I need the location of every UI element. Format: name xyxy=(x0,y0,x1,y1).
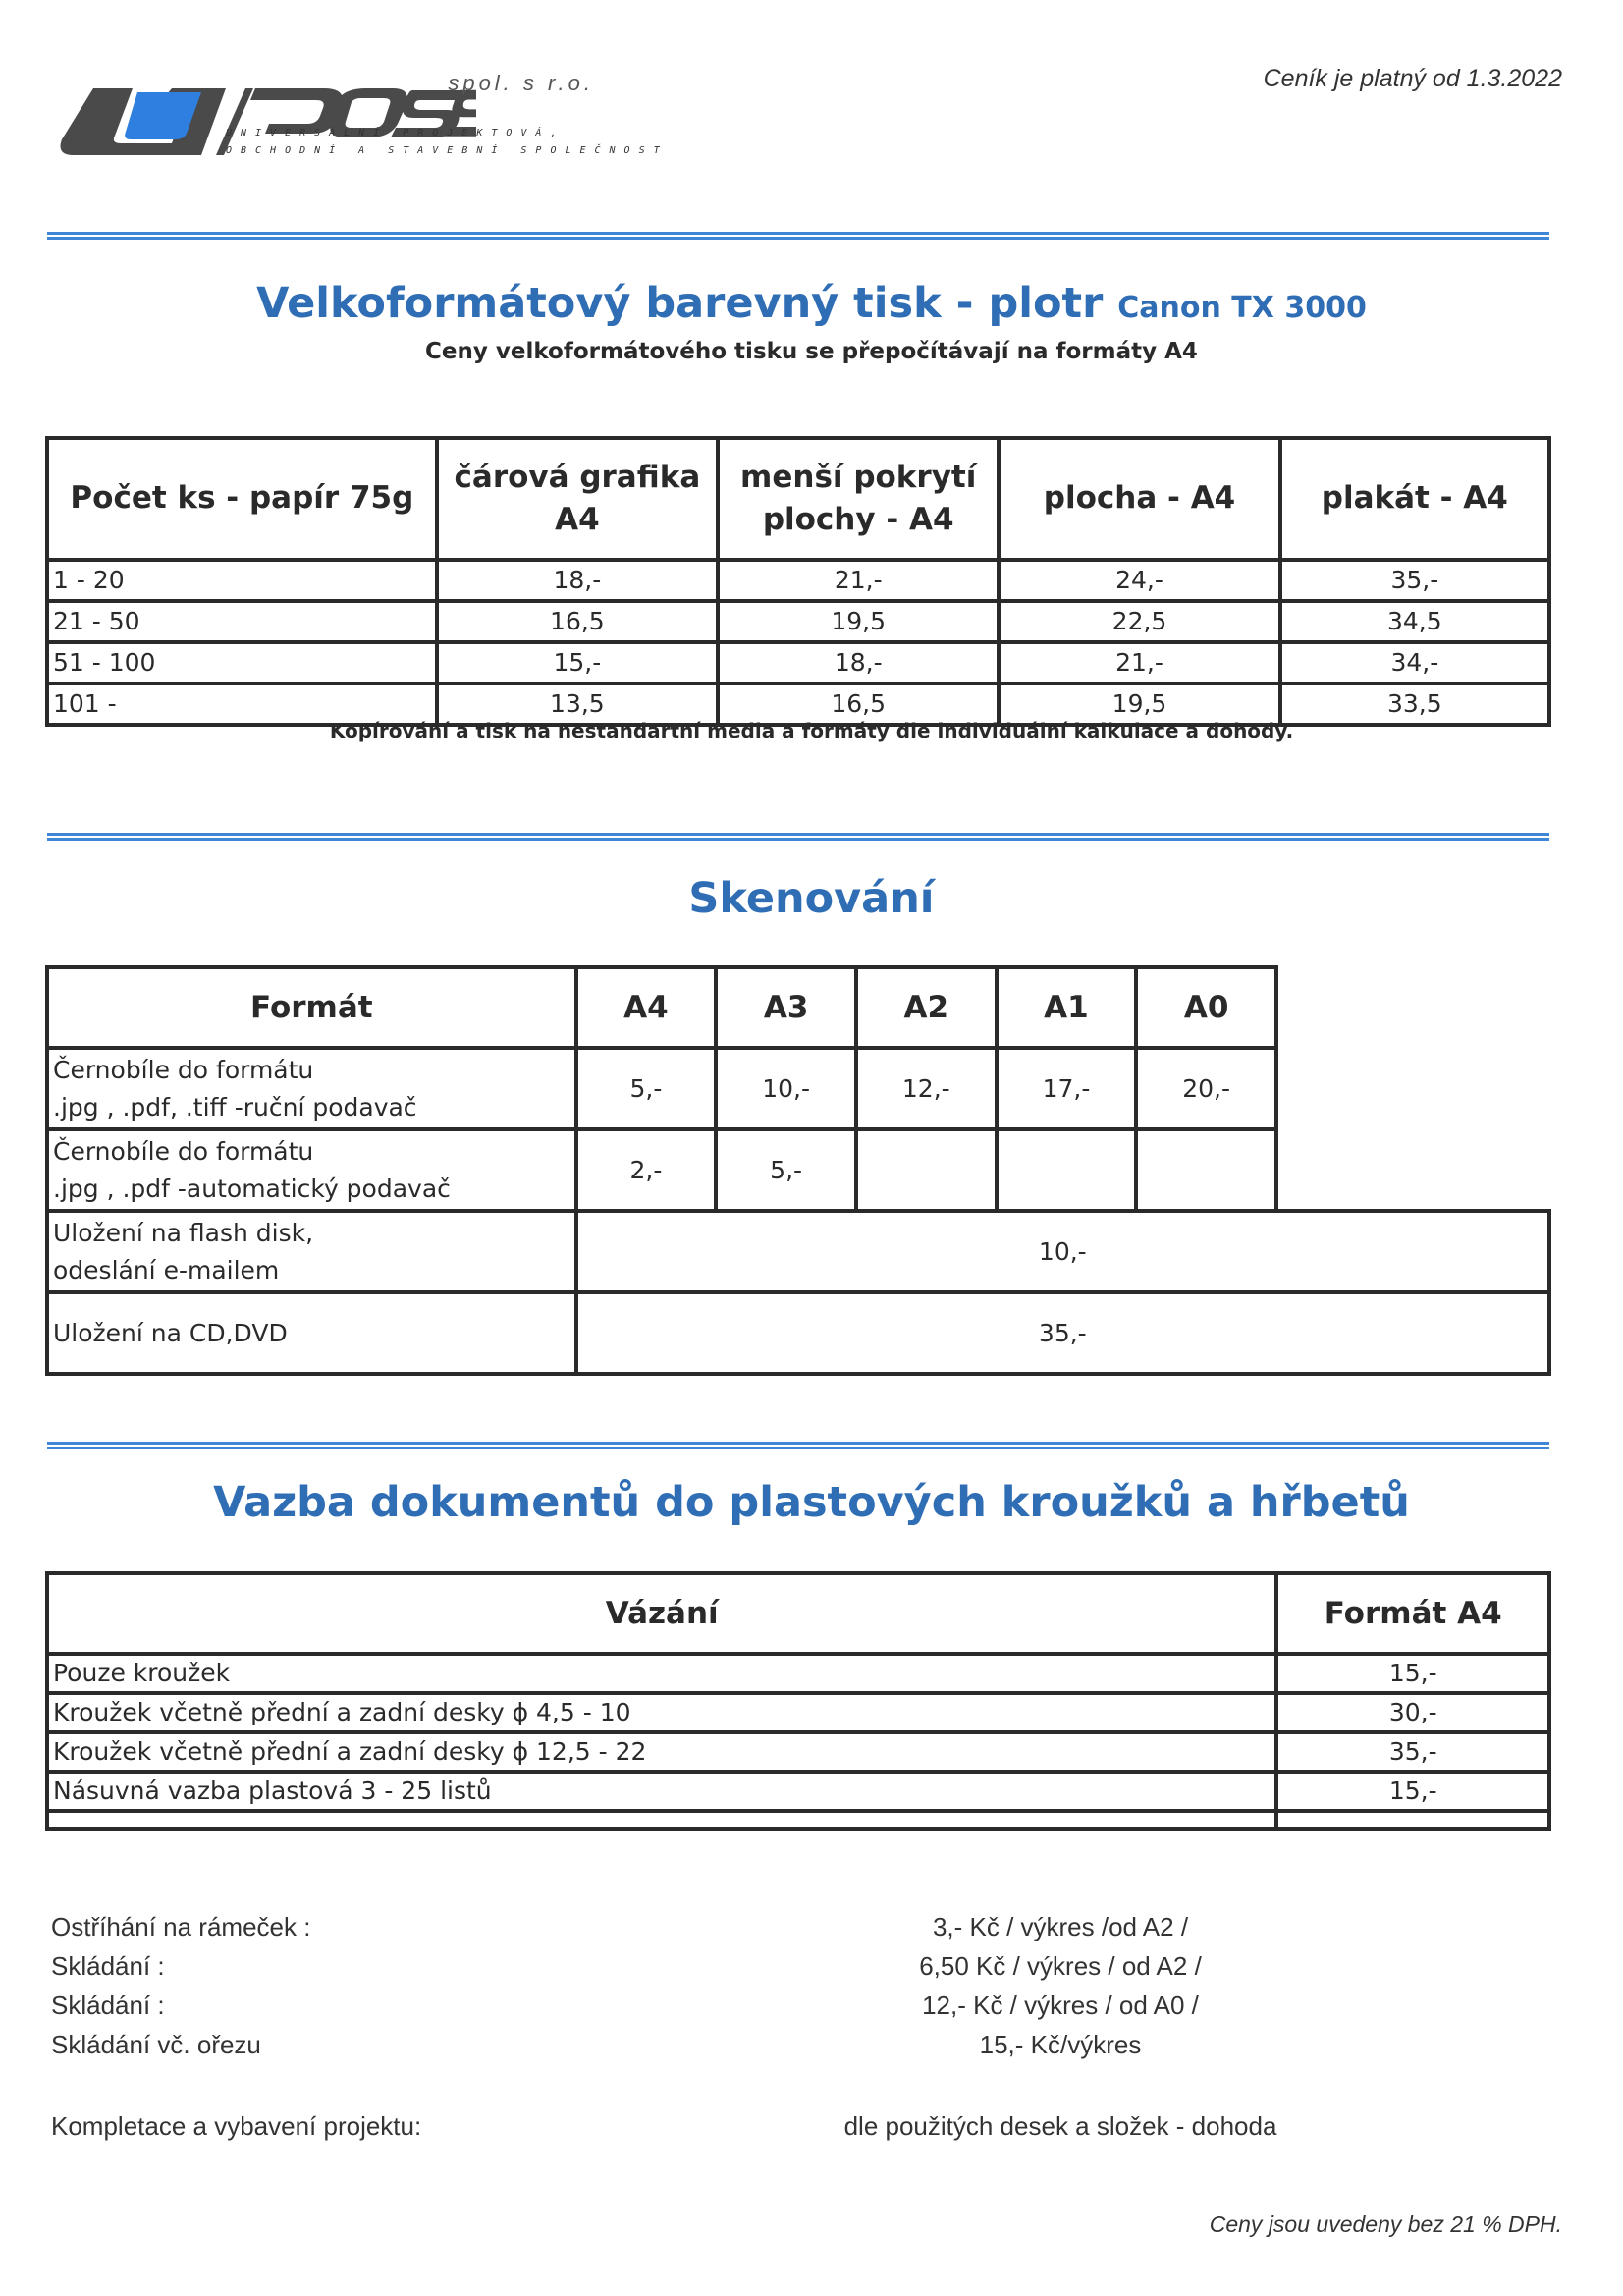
table-row xyxy=(47,642,1549,683)
price-cell: 15,- xyxy=(437,642,718,683)
logo-tagline-line2: OBCHODNÍ A STAVEBNÍ SPOLEČNOST xyxy=(226,145,669,156)
table-header-row xyxy=(47,1573,1549,1654)
price-cell: 10,- xyxy=(716,1048,856,1129)
scan-label-cell: Uložení na CD,DVD xyxy=(47,1292,576,1374)
price-cell xyxy=(997,1129,1137,1211)
scan-price-table xyxy=(45,965,1551,1376)
binding-label-cell: Násuvná vazba plastová 3 - 25 listů xyxy=(47,1772,1276,1811)
vat-note: Ceny jsou uvedeny bez 21 % DPH. xyxy=(1209,2212,1562,2237)
table-row xyxy=(47,1211,1549,1292)
price-cell: 15,- xyxy=(1276,1772,1549,1811)
service-label: Skládání : xyxy=(51,1951,165,1981)
price-cell xyxy=(1136,1129,1276,1211)
col-header-a0: A0 xyxy=(1136,967,1276,1048)
price-cell: 16,5 xyxy=(718,683,999,725)
price-cell: 35,- xyxy=(576,1292,1549,1374)
price-cell: 16,5 xyxy=(437,601,718,642)
price-cell: 35,- xyxy=(1280,560,1549,601)
empty-space xyxy=(1276,1129,1549,1211)
price-cell: 35,- xyxy=(1276,1732,1549,1772)
empty-space xyxy=(1276,967,1549,1048)
table-row xyxy=(47,1772,1549,1811)
validity-date: Ceník je platný od 1.3.2022 xyxy=(1263,65,1562,92)
empty-space xyxy=(1276,1048,1549,1129)
col-header-format-a4: Formát A4 xyxy=(1276,1573,1549,1654)
price-cell: 22,5 xyxy=(999,601,1279,642)
price-cell: 34,- xyxy=(1280,642,1549,683)
scan-label-cell: Černobíle do formátu .jpg , .pdf -automatický podavač xyxy=(47,1129,576,1211)
section-separator xyxy=(47,833,1549,841)
section-separator xyxy=(47,1442,1549,1449)
table-row xyxy=(47,601,1549,642)
col-header-poster: plakát - A4 xyxy=(1280,438,1549,560)
section-separator xyxy=(47,232,1549,240)
price-cell: 18,- xyxy=(437,560,718,601)
table-row xyxy=(47,1292,1549,1374)
binding-label-cell: Pouze kroužek xyxy=(47,1654,1276,1693)
print-section-title xyxy=(0,279,1623,328)
price-cell: 2,- xyxy=(576,1129,717,1211)
scan-label-cell: Uložení na flash disk, odeslání e-mailem xyxy=(47,1211,576,1292)
col-header-format: Formát xyxy=(47,967,576,1048)
print-price-table xyxy=(45,436,1551,727)
table-row xyxy=(47,560,1549,601)
price-cell xyxy=(856,1129,997,1211)
binding-section-title: Vazba dokumentů do plastových kroužků a hřbetů xyxy=(213,1478,1410,1527)
completion-price: dle použitých desek a složek - dohoda xyxy=(843,2111,1277,2141)
price-cell: 5,- xyxy=(716,1129,856,1211)
print-section-subtitle: Ceny velkoformátového tisku se přepočítávají na formáty A4 xyxy=(425,339,1198,364)
price-cell: 13,5 xyxy=(437,683,718,725)
price-cell: 30,- xyxy=(1276,1693,1549,1732)
table-header-row xyxy=(47,967,1549,1048)
service-label: Skládání vč. ořezu xyxy=(51,2030,261,2059)
binding-label-cell: Kroužek včetně přední a zadní desky ϕ 12,5 - 22 xyxy=(47,1732,1276,1772)
col-header-full-area: plocha - A4 xyxy=(999,438,1279,560)
col-header-a3: A3 xyxy=(716,967,856,1048)
extra-services-prices xyxy=(687,1907,1434,2064)
quantity-cell: 21 - 50 xyxy=(47,601,437,642)
quantity-cell: 51 - 100 xyxy=(47,642,437,683)
price-cell: 19,5 xyxy=(718,601,999,642)
price-cell: 20,- xyxy=(1136,1048,1276,1129)
quantity-cell: 1 - 20 xyxy=(47,560,437,601)
price-cell: 18,- xyxy=(718,642,999,683)
price-cell: 5,- xyxy=(576,1048,717,1129)
print-title-model: Canon TX 3000 xyxy=(1117,291,1367,325)
col-header-line-graphics: čárová grafika A4 xyxy=(437,438,718,560)
col-header-a1: A1 xyxy=(997,967,1137,1048)
service-label: Ostříhání na rámeček : xyxy=(51,1912,311,1941)
col-header-a2: A2 xyxy=(856,967,997,1048)
price-cell: 19,5 xyxy=(999,683,1279,725)
service-price: 6,50 Kč / výkres / od A2 / xyxy=(919,1951,1202,1981)
extra-services-labels xyxy=(51,1907,310,2064)
table-row xyxy=(47,1693,1549,1732)
quantity-cell: 101 - xyxy=(47,683,437,725)
binding-price-table xyxy=(45,1571,1551,1831)
service-price: 15,- Kč/výkres xyxy=(979,2030,1142,2059)
price-cell xyxy=(1276,1811,1549,1829)
print-title-text: Velkoformátový barevný tisk - plotr xyxy=(256,279,1104,328)
price-cell: 33,5 xyxy=(1280,683,1549,725)
table-header-row xyxy=(47,438,1549,560)
table-row xyxy=(47,1732,1549,1772)
col-header-a4: A4 xyxy=(576,967,717,1048)
col-header-low-coverage: menší pokrytí plochy - A4 xyxy=(718,438,999,560)
print-section-note: Kopírování a tisk na nestandartní media a formáty dle individuální kalkulace a dohody. xyxy=(329,719,1294,742)
company-logo xyxy=(54,71,669,169)
price-cell: 21,- xyxy=(718,560,999,601)
logo-tagline-line1: UNIVERSÁLNÍ PROJEKTOVÁ, xyxy=(226,128,566,138)
col-header-quantity: Počet ks - papír 75g xyxy=(47,438,437,560)
price-cell: 24,- xyxy=(999,560,1279,601)
price-cell: 34,5 xyxy=(1280,601,1549,642)
binding-label-cell xyxy=(47,1811,1276,1829)
price-cell: 21,- xyxy=(999,642,1279,683)
logo-legal-form: spol. s r.o. xyxy=(448,71,594,95)
completion-label: Kompletace a vybavení projektu: xyxy=(51,2111,422,2141)
price-cell: 17,- xyxy=(997,1048,1137,1129)
service-price: 12,- Kč / výkres / od A0 / xyxy=(922,1991,1199,2020)
service-price: 3,- Kč / výkres /od A2 / xyxy=(932,1912,1189,1941)
price-cell: 15,- xyxy=(1276,1654,1549,1693)
binding-label-cell: Kroužek včetně přední a zadní desky ϕ 4,5 - 10 xyxy=(47,1693,1276,1732)
service-label: Skládání : xyxy=(51,1991,165,2020)
table-row xyxy=(47,1048,1549,1129)
price-cell: 10,- xyxy=(576,1211,1549,1292)
scan-label-cell: Černobíle do formátu .jpg , .pdf, .tiff -ruční podavač xyxy=(47,1048,576,1129)
table-row xyxy=(47,1654,1549,1693)
table-row xyxy=(47,1129,1549,1211)
col-header-binding: Vázání xyxy=(47,1573,1276,1654)
table-row-partially-hidden xyxy=(47,1811,1549,1829)
scan-section-title: Skenování xyxy=(688,874,935,923)
price-cell: 12,- xyxy=(856,1048,997,1129)
